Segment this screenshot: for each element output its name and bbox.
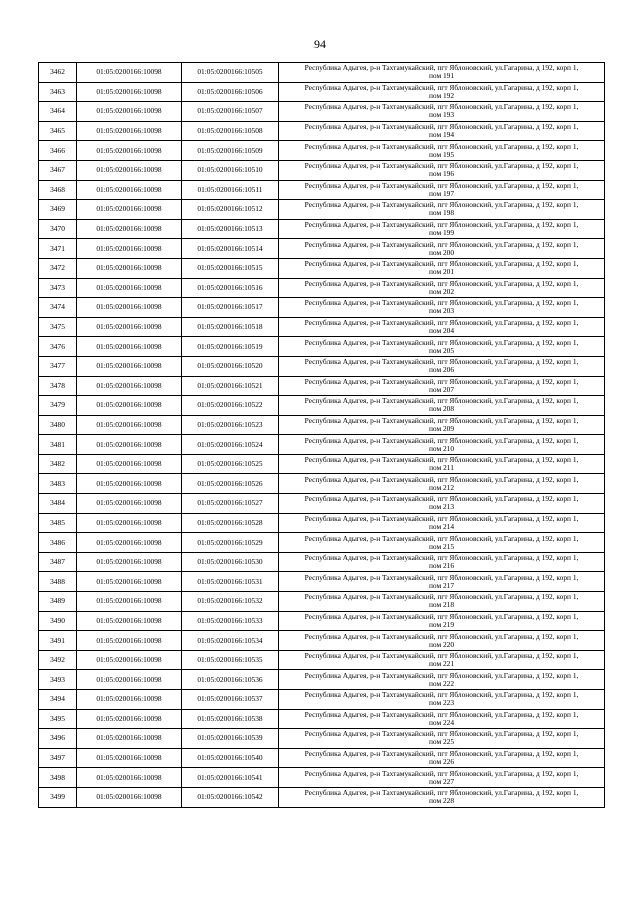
parent-cadastral-number: 01:05:0200166:10098 [77,317,182,337]
address-cell [279,631,605,651]
table-row [39,435,605,455]
row-number: 3465 [39,121,77,141]
address-cell [279,258,605,278]
premises-number: пом 211 [429,463,454,473]
cadastral-number: 01:05:0200166:10537 [182,690,279,710]
row-number: 3476 [39,337,77,357]
premises-number: пом 205 [428,345,455,355]
table-row [39,787,605,807]
row-number: 3466 [39,141,77,161]
address-cell [279,356,605,376]
cadastral-number: 01:05:0200166:10510 [182,160,279,180]
table-row [39,396,605,416]
table-row [39,650,605,670]
table-row [39,729,605,749]
premises-number: пом 226 [428,757,455,767]
parent-cadastral-number: 01:05:0200166:10098 [77,513,182,533]
cadastral-number: 01:05:0200166:10529 [182,533,279,553]
address-line: Республика Адыгея, р-н Тахтамукайский, пгт Яблоновский, ул.Гагарина, д 192, корп 1, [304,102,579,112]
table-row [39,415,605,435]
row-number: 3471 [39,239,77,259]
row-number: 3485 [39,513,77,533]
premises-number: пом 198 [428,208,455,218]
premises-number: пом 219 [428,619,455,629]
cadastral-number: 01:05:0200166:10524 [182,435,279,455]
parent-cadastral-number: 01:05:0200166:10098 [77,102,182,122]
cadastral-number: 01:05:0200166:10513 [182,219,279,239]
cadastral-number: 01:05:0200166:10514 [182,239,279,259]
parent-cadastral-number: 01:05:0200166:10098 [77,82,182,102]
address-line: Республика Адыгея, р-н Тахтамукайский, пгт Яблоновский, ул.Гагарина, д 192, корп 1, [304,553,579,563]
row-number: 3491 [39,631,77,651]
address-cell [279,180,605,200]
table-row [39,631,605,651]
parent-cadastral-number: 01:05:0200166:10098 [77,631,182,651]
parent-cadastral-number: 01:05:0200166:10098 [77,337,182,357]
parent-cadastral-number: 01:05:0200166:10098 [77,729,182,749]
cadastral-number: 01:05:0200166:10505 [182,63,279,83]
parent-cadastral-number: 01:05:0200166:10098 [77,435,182,455]
table-row [39,160,605,180]
address-line: Республика Адыгея, р-н Тахтамукайский, пгт Яблоновский, ул.Гагарина, д 192, корп 1, [304,533,579,543]
parent-cadastral-number: 01:05:0200166:10098 [77,200,182,220]
row-number: 3473 [39,278,77,298]
parent-cadastral-number: 01:05:0200166:10098 [77,415,182,435]
premises-number: пом 207 [428,384,455,394]
address-cell [279,611,605,631]
table-row [39,611,605,631]
address-cell [279,670,605,690]
premises-number: пом 225 [428,737,455,747]
row-number: 3474 [39,298,77,318]
address-line: Республика Адыгея, р-н Тахтамукайский, пгт Яблоновский, ул.Гагарина, д 192, корп 1, [304,768,579,778]
row-number: 3480 [39,415,77,435]
address-cell [279,650,605,670]
parent-cadastral-number: 01:05:0200166:10098 [77,160,182,180]
address-line: Республика Адыгея, р-н Тахтамукайский, пгт Яблоновский, ул.Гагарина, д 192, корп 1, [304,82,579,92]
premises-number: пом 208 [428,404,455,414]
row-number: 3493 [39,670,77,690]
parent-cadastral-number: 01:05:0200166:10098 [77,670,182,690]
premises-number: пом 196 [428,169,455,179]
address-cell [279,121,605,141]
parent-cadastral-number: 01:05:0200166:10098 [77,533,182,553]
row-number: 3468 [39,180,77,200]
cadastral-number: 01:05:0200166:10506 [182,82,279,102]
premises-number: пом 199 [428,228,455,238]
cadastral-number: 01:05:0200166:10542 [182,787,279,807]
row-number: 3484 [39,494,77,514]
address-line: Республика Адыгея, р-н Тахтамукайский, пгт Яблоновский, ул.Гагарина, д 192, корп 1, [304,318,579,328]
row-number: 3489 [39,592,77,612]
table-row [39,102,605,122]
premises-number: пом 222 [428,678,455,688]
address-cell [279,317,605,337]
table-row [39,219,605,239]
address-cell [279,572,605,592]
parent-cadastral-number: 01:05:0200166:10098 [77,141,182,161]
parent-cadastral-number: 01:05:0200166:10098 [77,356,182,376]
address-line: Республика Адыгея, р-н Тахтамукайский, пгт Яблоновский, ул.Гагарина, д 192, корп 1, [304,200,579,210]
cadastral-number: 01:05:0200166:10528 [182,513,279,533]
premises-number: пом 210 [428,443,455,453]
address-cell [279,239,605,259]
parent-cadastral-number: 01:05:0200166:10098 [77,592,182,612]
parent-cadastral-number: 01:05:0200166:10098 [77,63,182,83]
cadastral-number: 01:05:0200166:10507 [182,102,279,122]
parent-cadastral-number: 01:05:0200166:10098 [77,690,182,710]
table-row [39,592,605,612]
row-number: 3487 [39,552,77,572]
address-cell [279,219,605,239]
address-cell [279,141,605,161]
table-row [39,63,605,83]
row-number: 3478 [39,376,77,396]
cadastral-number: 01:05:0200166:10509 [182,141,279,161]
parent-cadastral-number: 01:05:0200166:10098 [77,219,182,239]
row-number: 3497 [39,748,77,768]
cadastral-number: 01:05:0200166:10516 [182,278,279,298]
table-row [39,121,605,141]
address-cell [279,396,605,416]
registry-table-body [39,63,605,808]
premises-number: пом 206 [428,365,455,375]
address-line: Республика Адыгея, р-н Тахтамукайский, пгт Яблоновский, ул.Гагарина, д 192, корп 1, [304,141,579,151]
premises-number: пом 197 [428,188,455,198]
table-row [39,200,605,220]
address-cell [279,709,605,729]
cadastral-number: 01:05:0200166:10511 [182,180,279,200]
table-row [39,768,605,788]
address-line: Республика Адыгея, р-н Тахтамукайский, пгт Яблоновский, ул.Гагарина, д 192, корп 1, [304,376,579,386]
premises-number: пом 195 [428,149,455,159]
cadastral-number: 01:05:0200166:10541 [182,768,279,788]
premises-number: пом 228 [428,796,455,806]
address-line: Республика Адыгея, р-н Тахтамукайский, пгт Яблоновский, ул.Гагарина, д 192, корп 1, [304,396,579,406]
premises-number: пом 224 [428,717,455,727]
row-number: 3469 [39,200,77,220]
address-line: Республика Адыгея, р-н Тахтамукайский, пгт Яблоновский, ул.Гагарина, д 192, корп 1, [304,435,579,445]
row-number: 3470 [39,219,77,239]
address-line: Республика Адыгея, р-н Тахтамукайский, пгт Яблоновский, ул.Гагарина, д 192, корп 1, [304,161,579,171]
address-cell [279,337,605,357]
parent-cadastral-number: 01:05:0200166:10098 [77,768,182,788]
row-number: 3477 [39,356,77,376]
row-number: 3498 [39,768,77,788]
address-cell [279,513,605,533]
parent-cadastral-number: 01:05:0200166:10098 [77,298,182,318]
parent-cadastral-number: 01:05:0200166:10098 [77,278,182,298]
parent-cadastral-number: 01:05:0200166:10098 [77,748,182,768]
cadastral-number: 01:05:0200166:10535 [182,650,279,670]
row-number: 3486 [39,533,77,553]
premises-number: пом 193 [428,110,455,120]
row-number: 3483 [39,474,77,494]
row-number: 3464 [39,102,77,122]
cadastral-number: 01:05:0200166:10518 [182,317,279,337]
row-number: 3475 [39,317,77,337]
address-line: Республика Адыгея, р-н Тахтамукайский, пгт Яблоновский, ул.Гагарина, д 192, корп 1, [304,278,579,288]
address-cell [279,82,605,102]
address-line: Республика Адыгея, р-н Тахтамукайский, пгт Яблоновский, ул.Гагарина, д 192, корп 1, [304,63,579,73]
address-cell [279,160,605,180]
table-row [39,709,605,729]
address-line: Республика Адыгея, р-н Тахтамукайский, пгт Яблоновский, ул.Гагарина, д 192, корп 1, [304,415,579,425]
table-row [39,298,605,318]
premises-number: пом 218 [428,600,455,610]
address-line: Республика Адыгея, р-н Тахтамукайский, пгт Яблоновский, ул.Гагарина, д 192, корп 1, [304,631,579,641]
parent-cadastral-number: 01:05:0200166:10098 [77,552,182,572]
row-number: 3463 [39,82,77,102]
cadastral-number: 01:05:0200166:10539 [182,729,279,749]
address-line: Республика Адыгея, р-н Тахтамукайский, пгт Яблоновский, ул.Гагарина, д 192, корп 1, [304,572,579,582]
address-line: Республика Адыгея, р-н Тахтамукайский, пгт Яблоновский, ул.Гагарина, д 192, корп 1, [304,709,579,719]
parent-cadastral-number: 01:05:0200166:10098 [77,180,182,200]
parent-cadastral-number: 01:05:0200166:10098 [77,572,182,592]
parent-cadastral-number: 01:05:0200166:10098 [77,709,182,729]
row-number: 3494 [39,690,77,710]
parent-cadastral-number: 01:05:0200166:10098 [77,396,182,416]
address-cell [279,376,605,396]
table-row [39,376,605,396]
address-line: Республика Адыгея, р-н Тахтамукайский, пгт Яблоновский, ул.Гагарина, д 192, корп 1, [304,122,579,132]
address-cell [279,592,605,612]
address-cell [279,552,605,572]
table-row [39,474,605,494]
row-number: 3467 [39,160,77,180]
premises-number: пом 223 [428,698,455,708]
parent-cadastral-number: 01:05:0200166:10098 [77,474,182,494]
premises-number: пом 215 [428,541,455,551]
table-row [39,572,605,592]
cadastral-number: 01:05:0200166:10521 [182,376,279,396]
row-number: 3496 [39,729,77,749]
address-cell [279,415,605,435]
address-cell [279,200,605,220]
address-line: Республика Адыгея, р-н Тахтамукайский, пгт Яблоновский, ул.Гагарина, д 192, корп 1, [304,788,579,798]
table-row [39,141,605,161]
table-row [39,278,605,298]
cadastral-number: 01:05:0200166:10540 [182,748,279,768]
cadastral-number: 01:05:0200166:10532 [182,592,279,612]
table-row [39,670,605,690]
address-cell [279,454,605,474]
cadastral-number: 01:05:0200166:10515 [182,258,279,278]
address-line: Республика Адыгея, р-н Тахтамукайский, пгт Яблоновский, ул.Гагарина, д 192, корп 1, [304,220,579,230]
row-number: 3472 [39,258,77,278]
premises-number: пом 203 [428,306,455,316]
parent-cadastral-number: 01:05:0200166:10098 [77,376,182,396]
cadastral-number: 01:05:0200166:10538 [182,709,279,729]
cadastral-number: 01:05:0200166:10526 [182,474,279,494]
cadastral-number: 01:05:0200166:10512 [182,200,279,220]
address-line: Республика Адыгея, р-н Тахтамукайский, пгт Яблоновский, ул.Гагарина, д 192, корп 1, [304,749,579,759]
parent-cadastral-number: 01:05:0200166:10098 [77,121,182,141]
address-line: Республика Адыгея, р-н Тахтамукайский, пгт Яблоновский, ул.Гагарина, д 192, корп 1, [304,337,579,347]
address-cell [279,787,605,807]
table-row [39,317,605,337]
address-cell [279,494,605,514]
table-row [39,82,605,102]
address-line: Республика Адыгея, р-н Тахтамукайский, пгт Яблоновский, ул.Гагарина, д 192, корп 1, [304,180,579,190]
address-line: Республика Адыгея, р-н Тахтамукайский, пгт Яблоновский, ул.Гагарина, д 192, корп 1, [304,494,579,504]
address-cell [279,748,605,768]
address-cell [279,102,605,122]
premises-number: пом 216 [428,561,455,571]
address-cell [279,63,605,83]
cadastral-number: 01:05:0200166:10536 [182,670,279,690]
address-line: Республика Адыгея, р-н Тахтамукайский, пгт Яблоновский, ул.Гагарина, д 192, корп 1, [304,611,579,621]
premises-number: пом 202 [428,286,455,296]
parent-cadastral-number: 01:05:0200166:10098 [77,787,182,807]
premises-number: пом 204 [428,326,455,336]
parent-cadastral-number: 01:05:0200166:10098 [77,239,182,259]
cadastral-number: 01:05:0200166:10519 [182,337,279,357]
table-row [39,552,605,572]
premises-number: пом 201 [428,267,455,277]
address-line: Республика Адыгея, р-н Тахтамукайский, пгт Яблоновский, ул.Гагарина, д 192, корп 1, [304,474,579,484]
address-line: Республика Адыгея, р-н Тахтамукайский, пгт Яблоновский, ул.Гагарина, д 192, корп 1, [304,298,579,308]
premises-number: пом 220 [428,639,455,649]
address-cell [279,690,605,710]
cadastral-number: 01:05:0200166:10527 [182,494,279,514]
table-row [39,180,605,200]
address-line: Республика Адыгея, р-н Тахтамукайский, пгт Яблоновский, ул.Гагарина, д 192, корп 1, [304,651,579,661]
row-number: 3481 [39,435,77,455]
address-line: Республика Адыгея, р-н Тахтамукайский, пгт Яблоновский, ул.Гагарина, д 192, корп 1, [304,357,579,367]
row-number: 3495 [39,709,77,729]
address-line: Республика Адыгея, р-н Тахтамукайский, пгт Яблоновский, ул.Гагарина, д 192, корп 1, [304,670,579,680]
row-number: 3482 [39,454,77,474]
premises-number: пом 217 [428,580,455,590]
cadastral-number: 01:05:0200166:10508 [182,121,279,141]
parent-cadastral-number: 01:05:0200166:10098 [77,494,182,514]
premises-number: пом 227 [428,776,455,786]
premises-number: пом 209 [428,423,455,433]
premises-number: пом 194 [428,130,455,140]
row-number: 3488 [39,572,77,592]
table-row [39,748,605,768]
premises-number: пом 212 [428,482,455,492]
page-number: 94 [314,37,326,51]
row-number: 3490 [39,611,77,631]
cadastral-number: 01:05:0200166:10531 [182,572,279,592]
premises-number: пом 192 [428,90,455,100]
table-row [39,494,605,514]
premises-number: пом 213 [428,502,455,512]
address-cell [279,474,605,494]
table-row [39,356,605,376]
address-cell [279,435,605,455]
parent-cadastral-number: 01:05:0200166:10098 [77,650,182,670]
cadastral-number: 01:05:0200166:10520 [182,356,279,376]
address-cell [279,533,605,553]
registry-table [38,62,605,808]
address-line: Республика Адыгея, р-н Тахтамукайский, пгт Яблоновский, ул.Гагарина, д 192, корп 1, [304,239,579,249]
address-cell [279,278,605,298]
table-row [39,533,605,553]
table-row [39,337,605,357]
premises-number: пом 214 [428,521,455,531]
row-number: 3462 [39,63,77,83]
parent-cadastral-number: 01:05:0200166:10098 [77,454,182,474]
address-cell [279,729,605,749]
address-line: Республика Адыгея, р-н Тахтамукайский, пгт Яблоновский, ул.Гагарина, д 192, корп 1, [304,592,579,602]
parent-cadastral-number: 01:05:0200166:10098 [77,611,182,631]
cadastral-number: 01:05:0200166:10522 [182,396,279,416]
cadastral-number: 01:05:0200166:10517 [182,298,279,318]
cadastral-number: 01:05:0200166:10534 [182,631,279,651]
row-number: 3492 [39,650,77,670]
premises-number: пом 200 [428,247,455,257]
address-line: Республика Адыгея, р-н Тахтамукайский, пгт Яблоновский, ул.Гагарина, д 192, корп 1, [304,690,579,700]
parent-cadastral-number: 01:05:0200166:10098 [77,258,182,278]
table-row [39,513,605,533]
cadastral-number: 01:05:0200166:10523 [182,415,279,435]
address-line: Республика Адыгея, р-н Тахтамукайский, пгт Яблоновский, ул.Гагарина, д 192, корп 1, [304,455,579,465]
cadastral-number: 01:05:0200166:10530 [182,552,279,572]
address-line: Республика Адыгея, р-н Тахтамукайский, пгт Яблоновский, ул.Гагарина, д 192, корп 1, [304,513,579,523]
table-row [39,258,605,278]
address-cell [279,298,605,318]
row-number: 3499 [39,787,77,807]
premises-number: пом 221 [428,659,455,669]
table-row [39,239,605,259]
address-line: Республика Адыгея, р-н Тахтамукайский, пгт Яблоновский, ул.Гагарина, д 192, корп 1, [304,259,579,269]
cadastral-number: 01:05:0200166:10533 [182,611,279,631]
cadastral-number: 01:05:0200166:10525 [182,454,279,474]
table-row [39,690,605,710]
address-line: Республика Адыгея, р-н Тахтамукайский, пгт Яблоновский, ул.Гагарина, д 192, корп 1, [304,729,579,739]
address-cell [279,768,605,788]
table-row [39,454,605,474]
premises-number: пом 191 [428,71,455,81]
row-number: 3479 [39,396,77,416]
